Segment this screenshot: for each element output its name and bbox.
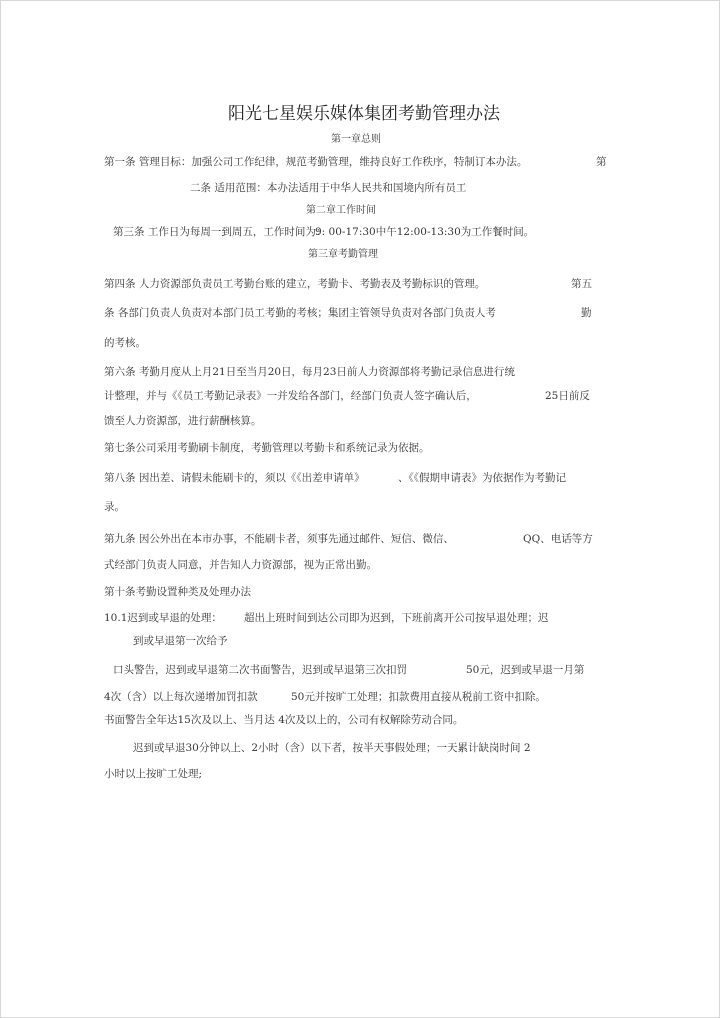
clause-10-1-line-5: 书面警告全年达15次及以上、当月达 4次及以上的，公司有权解除劳动合同。 <box>104 714 464 726</box>
article-5-tail: 勤 <box>581 307 592 319</box>
clause-10-1-label: 10.1迟到或早退的处理： <box>104 612 222 624</box>
clause-10-1-line-4-tail: 50元并按旷工处理；扣款费用直接从税前工资中扣除。 <box>291 691 546 703</box>
article-4-tail: 第五 <box>571 278 592 290</box>
article-4: 第四条 人力资源部负责员工考勤台账的建立，考勤卡、考勤表及考勤标识的管理。 <box>104 278 486 290</box>
article-2: 二条 适用范围：本办法适用于中华人民共和国境内所有员工 <box>190 182 467 194</box>
article-6-line-2: 计整理，并与《《员工考勤记录表》一并发给各部门，经部门负责人签字确认后， <box>104 390 477 402</box>
chapter-heading-1: 第一章总则 <box>331 134 381 145</box>
article-8-line-1-mid: 、《《假期申请表》为依据作为考勤记 <box>398 472 566 484</box>
article-5: 条 各部门负责人负责对本部门员工考勤的考核；集团主管领导负责对各部门负责人考 <box>104 307 496 319</box>
article-3-label: 第三条 工作日为每周一到周五，工作时间为： <box>113 226 327 238</box>
clause-10-1-line-3: 口头警告，迟到或早退第二次书面警告，迟到或早退第三次扣罚 <box>113 664 407 676</box>
article-9-line-2: 式经部门负责人同意，并告知人力资源部，视为正常出勤。 <box>104 559 377 571</box>
clause-10-1-text: 超出上班时间到达公司即为迟到，下班前离开公司按早退处理；迟 <box>244 612 549 624</box>
clause-10-1-line-7: 小时以上按旷工处理; <box>104 768 203 780</box>
clause-10-1-line-2: 到或早退第一次给予 <box>133 635 228 647</box>
article-10-heading: 第十条考勤设置种类及处理办法 <box>104 586 251 598</box>
article-8-line-2: 录。 <box>104 501 125 513</box>
clause-10-1-line-3-tail: 50元，迟到或早退一月第 <box>466 664 585 676</box>
article-3-time: 9: 00-17:30中午12:00-13:30为工作餐时间。 <box>315 226 535 238</box>
article-1: 第一条 管理目标：加强公司工作纪律，规范考勤管理，维持良好工作秩序，特制订本办法。 <box>104 156 528 168</box>
article-5-end: 的考核。 <box>104 337 146 349</box>
article-6-line-1: 第六条 考勤月度从上月21日至当月20日，每月23日前人力资源部将考勤记录信息进行统 <box>104 366 515 378</box>
chapter-heading-2: 第二章工作时间 <box>306 205 376 216</box>
clause-10-1-line-4: 4次（含）以上每次递增加罚扣款 <box>104 691 258 703</box>
article-6-line-3: 馈至人力资源部，进行薪酬核算。 <box>104 415 262 427</box>
article-8-line-1: 第八条 因出差、请假未能刷卡的，须以《《出差申请单》 <box>104 472 365 484</box>
article-1-tail: 第 <box>596 156 607 168</box>
article-6-line-2-tail: 25日前反 <box>545 390 590 402</box>
article-7: 第七条公司采用考勤刷卡制度，考勤管理以考勤卡和系统记录为依据。 <box>104 442 430 454</box>
chapter-heading-3: 第三章考勤管理 <box>308 249 378 260</box>
clause-10-1-line-6: 迟到或早退30分钟以上、2小时（含）以下者，按半天事假处理；一天累计缺岗时间 2 <box>133 742 531 754</box>
document-title: 阳光七星娱乐媒体集团考勤管理办法 <box>228 104 500 124</box>
article-9-line-1-tail: QQ、电话等方 <box>523 533 593 545</box>
article-9-line-1: 第九条 因公外出在本市办事，不能刷卡者，须事先通过邮件、短信、微信、 <box>104 533 454 545</box>
